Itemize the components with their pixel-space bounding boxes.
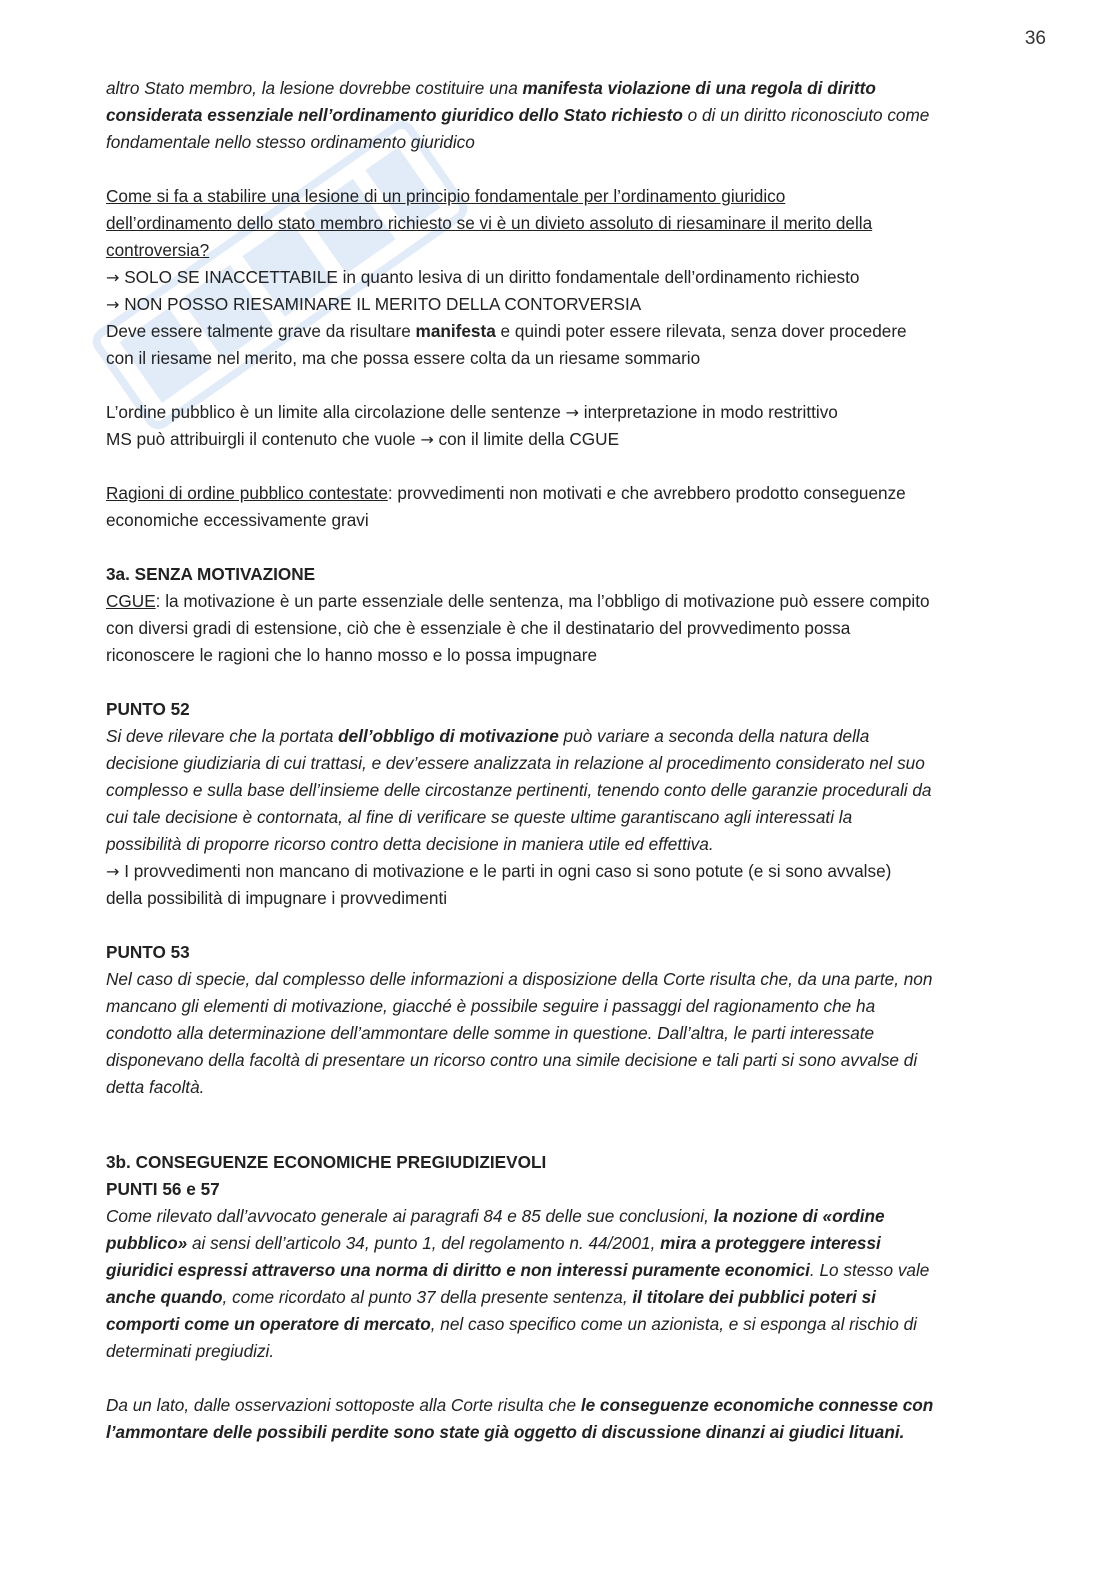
text-line: L’ordine pubblico è un limite alla circolazione delle sentenze → interpretazione in modo restrittivo <box>106 402 838 422</box>
text-line: detta facoltà. <box>106 1077 205 1097</box>
section-heading: PUNTO 52 <box>106 699 190 719</box>
section-heading: 3a. SENZA MOTIVAZIONE <box>106 564 316 584</box>
text-line: comporti come un operatore di mercato, nel caso specifico come un azionista, e si esponga al rischio di <box>106 1314 918 1334</box>
text-line: considerata essenziale nell’ordinamento giuridico dello Stato richiesto o di un diritto riconosciuto come <box>106 105 930 125</box>
text-line: cui tale decisione è contornata, al fine di verificare se queste ultime garantiscano agli interessati la <box>106 807 853 827</box>
text-line: l’ammontare delle possibili perdite sono state già oggetto di discussione dinanzi ai giudici lituani. <box>106 1422 905 1442</box>
text-line: Come si fa a stabilire una lesione di un principio fondamentale per l’ordinamento giuridico <box>106 186 786 206</box>
section-heading: 3b. CONSEGUENZE ECONOMICHE PREGIUDIZIEVOLI <box>106 1152 547 1172</box>
text-line: possibilità di proporre ricorso contro detta decisione in maniera utile ed effettiva. <box>106 834 714 854</box>
text-line: con il riesame nel merito, ma che possa essere colta da un riesame sommario <box>106 348 701 368</box>
text-line: Da un lato, dalle osservazioni sottoposte alla Corte risulta che le conseguenze economiche connesse con <box>106 1395 934 1415</box>
text-line: Nel caso di specie, dal complesso delle informazioni a disposizione della Corte risulta che, da una parte, non <box>106 969 933 989</box>
text-line: condotto alla determinazione dell’ammontare delle somme in questione. Dall’altra, le parti interessate <box>106 1023 875 1043</box>
right-arrow-icon: → <box>106 862 120 881</box>
right-arrow-icon: → <box>565 403 579 422</box>
right-arrow-icon: → <box>106 295 120 314</box>
text-line: anche quando, come ricordato al punto 37 della presente sentenza, il titolare dei pubblici poteri si <box>106 1287 876 1307</box>
right-arrow-icon: → <box>106 268 120 287</box>
text-line: economiche eccessivamente gravi <box>106 510 369 530</box>
document-body <box>106 75 1006 1446</box>
text-line: giuridici espressi attraverso una norma di diritto e non interessi puramente economici. Lo stesso vale <box>106 1260 930 1280</box>
text-line: complesso e sulla base dell’insieme delle circostanze pertinenti, tenendo conto delle garanzie procedurali da <box>106 780 932 800</box>
text-line: fondamentale nello stesso ordinamento giuridico <box>106 132 475 152</box>
text-line: Si deve rilevare che la portata dell’obbligo di motivazione può variare a seconda della natura della <box>106 726 870 746</box>
text-line: controversia? <box>106 240 210 260</box>
text-line: pubblico» ai sensi dell’articolo 34, punto 1, del regolamento n. 44/2001, mira a proteggere interessi <box>106 1233 881 1253</box>
text-line: determinati pregiudizi. <box>106 1341 275 1361</box>
text-line: decisione giudiziaria di cui trattasi, e dev’essere analizzata in relazione al procedimento considerato nel suo <box>106 753 925 773</box>
right-arrow-icon: → <box>420 430 434 449</box>
text-line: disponevano della facoltà di presentare un ricorso contro una simile decisione e tali parti si sono avvalse di <box>106 1050 918 1070</box>
text-line: mancano gli elementi di motivazione, giacché è possibile seguire i passaggi del ragionamento che ha <box>106 996 876 1016</box>
text-line: → NON POSSO RIESAMINARE IL MERITO DELLA CONTORVERSIA <box>106 294 642 314</box>
section-heading: PUNTO 53 <box>106 942 190 962</box>
text-line: → SOLO SE INACCETTABILE in quanto lesiva di un diritto fondamentale dell’ordinamento richiesto <box>106 267 860 287</box>
text-line: MS può attribuirgli il contenuto che vuole → con il limite della CGUE <box>106 429 620 449</box>
text-line: della possibilità di impugnare i provvedimenti <box>106 888 448 908</box>
text-line: altro Stato membro, la lesione dovrebbe costituire una manifesta violazione di una regola di diritto <box>106 78 876 98</box>
section-subheading: PUNTI 56 e 57 <box>106 1179 220 1199</box>
text-line: Deve essere talmente grave da risultare manifesta e quindi poter essere rilevata, senza dover procedere <box>106 321 907 341</box>
text-line: → I provvedimenti non mancano di motivazione e le parti in ogni caso si sono potute (e si sono avvalse) <box>106 861 892 881</box>
text-line: con diversi gradi di estensione, ciò che è essenziale è che il destinatario del provvedimento possa <box>106 618 851 638</box>
page-number: 36 <box>1024 28 1046 49</box>
text-line: Come rilevato dall’avvocato generale ai paragrafi 84 e 85 delle sue conclusioni, la nozione di «ordine <box>106 1206 885 1226</box>
text-line: Ragioni di ordine pubblico contestate: provvedimenti non motivati e che avrebbero prodotto conseguenze <box>106 483 906 503</box>
text-line: dell’ordinamento dello stato membro richiesto se vi è un divieto assoluto di riesaminare il merito della <box>106 213 873 233</box>
text-line: CGUE: la motivazione è un parte essenziale delle sentenza, ma l’obbligo di motivazione può essere compito <box>106 591 930 611</box>
text-line: riconoscere le ragioni che lo hanno mosso e lo possa impugnare <box>106 645 598 665</box>
